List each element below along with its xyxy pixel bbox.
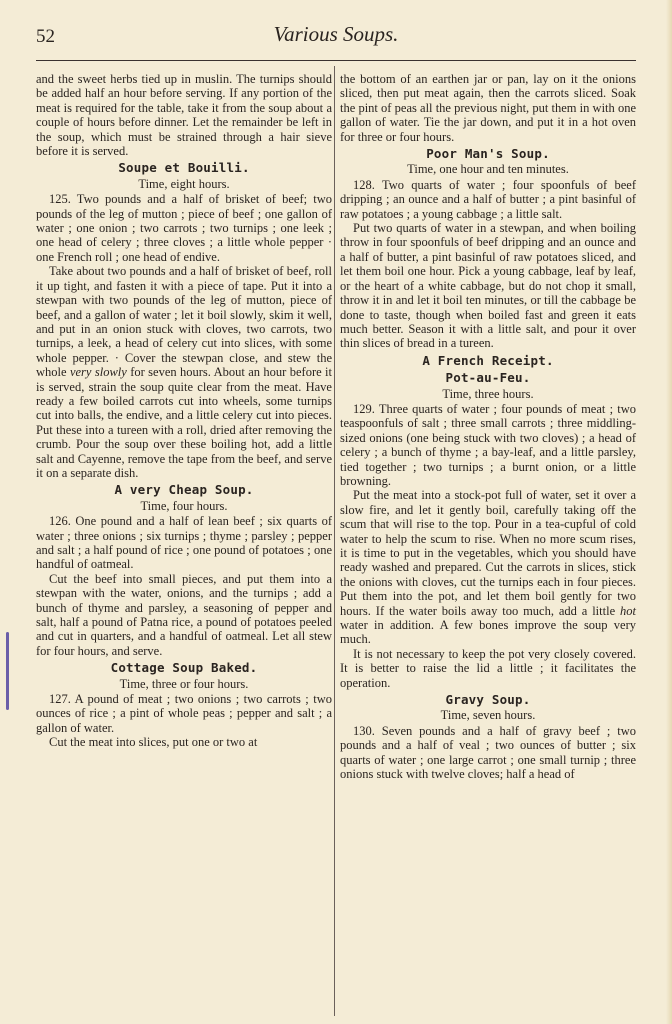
recipe-time: Time, three hours. bbox=[442, 386, 534, 401]
recipe-title: Poor Man's Soup. bbox=[426, 146, 550, 162]
recipe-title: Cottage Soup Baked. bbox=[110, 660, 258, 676]
recipe-subtitle: Pot-au-Feu. bbox=[445, 370, 531, 386]
text-run: water in addition. A few bones improve the soup very much. bbox=[340, 618, 636, 647]
text-run: Put the meat into a stock-pot full of water, set it over a slow fire, and let it gently boil, carefully taking off the scum that will rise to the top. Pour in a tea-cupful of cold water to help the scum to rise. When no more scum rises, it is time to put in the vegetables, which you should have ready washed and prepared. Cut the carrots in slices, stick the onions with cloves, cut the turnips each in four pieces. Put them into the pot, and let them boil gently for two hours. If the water boils away too much, add a little bbox=[340, 488, 636, 618]
page-header bbox=[36, 22, 636, 52]
ingredients-paragraph: 125. Two pounds and a half of brisket of beef; two pounds of the leg of mutton ; piece of beef ; one gallon of water ; one onion ; two carrots ; two turnips ; one leek ; one head of celery ; three cloves ; a little whole pepper · one French roll ; one head of endive. bbox=[36, 192, 332, 264]
recipe-title: A French Receipt. bbox=[422, 352, 554, 368]
ingredients-paragraph: 127. A pound of meat ; two onions ; two carrots ; two ounces of rice ; a pint of whole peas ; pepper and salt ; a gallon of water. bbox=[36, 692, 332, 735]
recipe-title: Gravy Soup. bbox=[445, 692, 531, 708]
ingredients-paragraph: 129. Three quarts of water ; four pounds of meat ; two teaspoonfuls of salt ; three small carrots ; three middling-sized onions (one being stuck with two cloves) ; a head of celery ; a bunch of thyme ; a bay-leaf, and a little parsley, tied together ; two turnips ; a burnt onion, or a little browning. bbox=[340, 401, 636, 488]
ingredients-paragraph: 130. Seven pounds and a half of gravy beef ; two pounds and a half of veal ; two ounces of butter ; six quarts of water ; one large carrot ; one small turnip ; three onions stuck with twelve cloves; half a head of bbox=[340, 723, 636, 782]
emphasis: hot bbox=[620, 603, 637, 618]
running-title: Various Soups. bbox=[273, 22, 399, 46]
recipe-time: Time, three or four hours. bbox=[119, 676, 249, 691]
right-column bbox=[340, 72, 636, 782]
column-divider bbox=[334, 66, 335, 1016]
method-paragraph bbox=[340, 488, 636, 646]
page-edge-shading bbox=[666, 0, 672, 1024]
recipe-title: Soupe et Bouilli. bbox=[118, 160, 250, 176]
emphasis: very slowly bbox=[69, 365, 127, 380]
recipe-time: Time, four hours. bbox=[140, 498, 228, 513]
text-run: for seven hours. About an hour before it is served, strain the soup quite clear from the meat. Have ready a few boiled carrots cut into wheels, some turnips cut into balls, the endive, and a little celery cut into pieces. Put these into a tureen with a roll, dried after removing the crumb. Pour the soup over these boiling hot, add a little salt and Cayenne, remove the tape from the beef, and serve it on a separate dish. bbox=[36, 365, 332, 480]
margin-ink-mark bbox=[6, 632, 9, 710]
text-run: Take about two pounds and a half of brisket of beef, roll it up tight, and fasten it with a piece of tape. Put it into a stewpan with two pounds of the leg of mutton, piece of beef, and a gallon of water ; let it boil slowly, skim it well, and put in an onion stuck with cloves, two carrots, two turnips, a leek, a head of celery cut into slices, with some whole pepper. · Cover the stewpan close, and stew the whole bbox=[36, 264, 332, 380]
method-paragraph: Put two quarts of water in a stewpan, and when boiling throw in four spoonfuls of beef dripping and an ounce and a half of butter, a pint basinful of raw potatoes sliced, and let them boil one hour. Pick a young cabbage, leaf by leaf, or the heart of a white cabbage, but do not chop it small, throw it in and let it boil ten minutes, or till the cabbage be done to taste, though when boiled fast and green it eats much better. Season it with a little salt, and pour it over thin slices of bread in a tureen. bbox=[340, 221, 636, 351]
ingredients-paragraph: 126. One pound and a half of lean beef ; six quarts of water ; three onions ; six turnips ; thyme ; parsley ; pepper and salt ; a half pound of rice ; one pound of potatoes ; one handful of oatmeal. bbox=[36, 514, 332, 572]
method-paragraph bbox=[36, 264, 332, 480]
page-number: 52 bbox=[36, 26, 55, 47]
method-paragraph: Cut the meat into slices, put one or two at bbox=[49, 735, 258, 750]
paragraph: and the sweet herbs tied up in muslin. The turnips should be added half an hour before serving. If any portion of the meat is required for the table, take it from the soup about a couple of hours before dinner. Let the remainder be left in the soup, which must be strained through a hair sieve before it is served. bbox=[36, 72, 332, 159]
ingredients-paragraph: 128. Two quarts of water ; four spoonfuls of beef dripping ; an ounce and a half of butter ; a pint basinful of raw potatoes ; a young cabbage ; a little salt. bbox=[340, 177, 636, 221]
recipe-time: Time, one hour and ten minutes. bbox=[407, 162, 569, 177]
recipe-time: Time, eight hours. bbox=[138, 176, 230, 191]
recipe-time: Time, seven hours. bbox=[440, 708, 536, 723]
method-paragraph: It is not necessary to keep the pot very closely covered. It is better to raise the lid a little ; it facilitates the operation. bbox=[340, 646, 636, 690]
recipe-title: A very Cheap Soup. bbox=[114, 482, 254, 498]
method-paragraph: Cut the beef into small pieces, and put them into a stewpan with the water, onions, and the turnips ; add a bunch of thyme and parsley, a seasoning of pepper and salt, half a pound of Patna rice, a pound of potatoes peeled and cut in quarters, and a handful of oatmeal. Let all stew for four hours, and serve. bbox=[36, 571, 332, 658]
left-column bbox=[36, 72, 332, 750]
header-rule bbox=[36, 60, 636, 61]
paragraph: the bottom of an earthen jar or pan, lay on it the onions sliced, then put meat again, then the carrots sliced. Soak the pint of peas all the previous night, put them in with one gallon of water. Tie the jar down, and put it in a hot oven for three or four hours. bbox=[340, 72, 636, 144]
